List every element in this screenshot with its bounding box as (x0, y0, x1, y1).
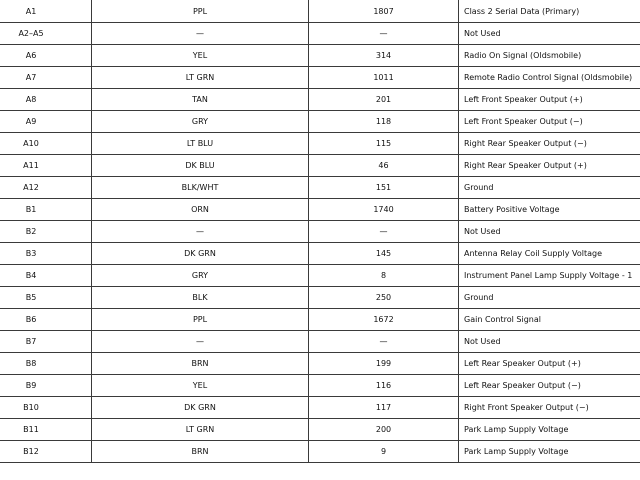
function-cell: Left Front Speaker Output (−) (464, 117, 583, 126)
wire-color-cell: LT GRN (92, 419, 309, 440)
wire-color-cell: — (92, 331, 309, 352)
pin-cell: B9 (0, 375, 92, 396)
wire-color-cell: GRY (92, 265, 309, 286)
table-row (0, 375, 640, 397)
function-cell: Instrument Panel Lamp Supply Voltage - 1 (464, 271, 633, 280)
pin-cell: B8 (0, 353, 92, 374)
circuit-number-cell: — (309, 331, 459, 352)
table-row (0, 243, 640, 265)
pin-cell: B1 (0, 199, 92, 220)
wire-color-cell: — (92, 23, 309, 44)
circuit-number-cell: 250 (309, 287, 459, 308)
pin-cell: B10 (0, 397, 92, 418)
pin-cell: B2 (0, 221, 92, 242)
pin-cell: A7 (0, 67, 92, 88)
pin-cell: B11 (0, 419, 92, 440)
function-cell: Remote Radio Control Signal (Oldsmobile) (464, 73, 633, 82)
circuit-number-cell: 200 (309, 419, 459, 440)
circuit-number-cell: 199 (309, 353, 459, 374)
circuit-number-cell: 9 (309, 441, 459, 462)
table-row (0, 397, 640, 419)
function-cell: Right Rear Speaker Output (−) (464, 139, 587, 148)
pin-cell: B6 (0, 309, 92, 330)
function-cell: Radio On Signal (Oldsmobile) (464, 51, 582, 60)
pin-cell: A8 (0, 89, 92, 110)
circuit-number-cell: — (309, 23, 459, 44)
pin-cell: A11 (0, 155, 92, 176)
pin-cell: B5 (0, 287, 92, 308)
function-cell: Class 2 Serial Data (Primary) (464, 6, 580, 16)
pin-cell: B7 (0, 331, 92, 352)
circuit-number-cell: 151 (309, 177, 459, 198)
wire-color-cell: TAN (92, 89, 309, 110)
function-cell: Not Used (464, 29, 501, 38)
table-row (0, 0, 640, 23)
circuit-number-cell: 314 (309, 45, 459, 66)
circuit-number-cell: 201 (309, 89, 459, 110)
table-row (0, 221, 640, 243)
function-cell: Antenna Relay Coil Supply Voltage (464, 249, 602, 258)
circuit-number-cell: 145 (309, 243, 459, 264)
wire-color-cell: PPL (92, 309, 309, 330)
circuit-number-cell: 1672 (309, 309, 459, 330)
function-cell: Gain Control Signal (464, 315, 541, 324)
pin-cell: B3 (0, 243, 92, 264)
table-row (0, 111, 640, 133)
wire-color-cell: BLK (92, 287, 309, 308)
wire-color-cell: DK GRN (92, 397, 309, 418)
wire-color-cell: PPL (92, 0, 309, 22)
table-row (0, 45, 640, 67)
circuit-number-cell: 117 (309, 397, 459, 418)
wire-color-cell: ORN (92, 199, 309, 220)
wire-color-cell: GRY (92, 111, 309, 132)
table-row (0, 89, 640, 111)
circuit-number-cell: — (309, 221, 459, 242)
pin-cell: A10 (0, 133, 92, 154)
function-cell: Left Rear Speaker Output (+) (464, 359, 581, 368)
wire-color-cell: DK BLU (92, 155, 309, 176)
pin-cell: A2–A5 (0, 23, 92, 44)
wire-color-cell: — (92, 221, 309, 242)
table-row (0, 419, 640, 441)
pin-cell: A12 (0, 177, 92, 198)
circuit-number-cell: 46 (309, 155, 459, 176)
pin-cell: A9 (0, 111, 92, 132)
table-row (0, 331, 640, 353)
table-row (0, 199, 640, 221)
wire-color-cell: BRN (92, 353, 309, 374)
table-row (0, 441, 640, 463)
table-row (0, 353, 640, 375)
wire-color-cell: LT BLU (92, 133, 309, 154)
function-cell: Left Rear Speaker Output (−) (464, 381, 581, 390)
function-cell: Right Front Speaker Output (−) (464, 403, 589, 412)
circuit-number-cell: 116 (309, 375, 459, 396)
table-row (0, 265, 640, 287)
function-cell: Park Lamp Supply Voltage (464, 425, 569, 434)
table-row (0, 309, 640, 331)
circuit-number-cell: 8 (309, 265, 459, 286)
function-cell: Battery Positive Voltage (464, 205, 560, 214)
table-row (0, 133, 640, 155)
pin-cell: B12 (0, 441, 92, 462)
circuit-number-cell: 1011 (309, 67, 459, 88)
table-row (0, 287, 640, 309)
wire-color-cell: LT GRN (92, 67, 309, 88)
wire-color-cell: BLK/WHT (92, 177, 309, 198)
wire-color-cell: BRN (92, 441, 309, 462)
wire-color-cell: DK GRN (92, 243, 309, 264)
table-row (0, 67, 640, 89)
function-cell: Park Lamp Supply Voltage (464, 447, 569, 456)
function-cell: Ground (464, 293, 494, 302)
table-row (0, 23, 640, 45)
function-cell: Ground (464, 183, 494, 192)
wire-color-cell: YEL (92, 45, 309, 66)
circuit-number-cell: 1740 (309, 199, 459, 220)
table-row (0, 177, 640, 199)
pin-cell: A6 (0, 45, 92, 66)
pin-cell: B4 (0, 265, 92, 286)
pin-cell: A1 (0, 0, 92, 22)
function-cell: Not Used (464, 227, 501, 236)
circuit-number-cell: 118 (309, 111, 459, 132)
function-cell: Not Used (464, 337, 501, 346)
circuit-number-cell: 115 (309, 133, 459, 154)
function-cell: Left Front Speaker Output (+) (464, 95, 583, 104)
circuit-number-cell: 1807 (309, 0, 459, 22)
wire-color-cell: YEL (92, 375, 309, 396)
table-row (0, 155, 640, 177)
function-cell: Right Rear Speaker Output (+) (464, 161, 587, 170)
